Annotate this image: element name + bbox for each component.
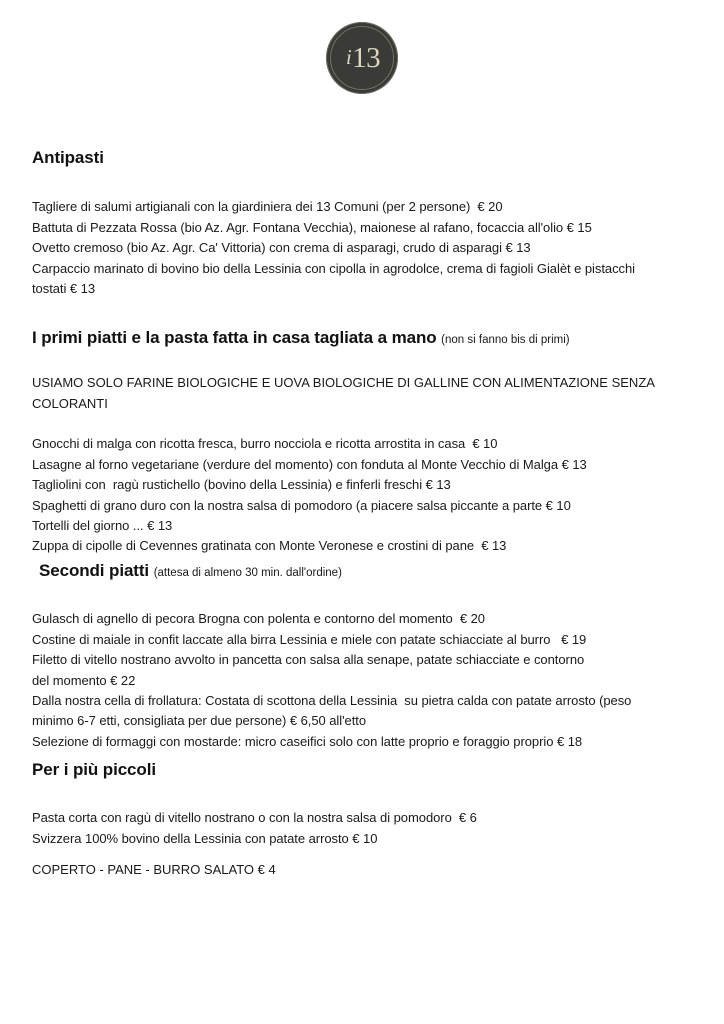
section-secondi-piatti: [32, 561, 694, 752]
menu-item: Costine di maiale in confit laccate alla birra Lessinia e miele con patate schiacciate al burro € 19: [32, 631, 587, 647]
logo-wordmark: [344, 41, 381, 74]
heading-secondi-text: Secondi piatti: [39, 561, 150, 580]
menu-item: Gulasch di agnello di pecora Brogna con polenta e contorno del momento € 20: [32, 611, 485, 627]
logo-badge: [326, 22, 398, 94]
heading-primi-text: I primi piatti e la pasta fatta in casa tagliata a mano: [32, 328, 437, 347]
menu-item: Ovetto cremoso (bio Az. Agr. Ca' Vittoria) con crema di asparagi, crudo di asparagi € 13: [32, 240, 531, 256]
heading-per-i-piu-piccoli: Per i più piccoli: [32, 760, 156, 779]
heading-primi-note: (non si fanno bis di primi): [441, 334, 570, 346]
cover-charge-note: COPERTO - PANE - BURRO SALATO € 4: [32, 862, 276, 877]
logo-number-13: 13: [352, 41, 381, 74]
menu-item: Selezione di formaggi con mostarde: micro caseifici solo con latte proprio e foraggio proprio € 18: [32, 733, 583, 749]
menu-item: Tagliolini con ragù rustichello (bovino della Lessinia) e finferli freschi € 13: [32, 477, 451, 493]
section-per-i-piu-piccoli: [32, 760, 694, 849]
menu-item: Carpaccio marinato di bovino bio della Lessinia con cipolla in agrodolce, crema di fagioli Gialèt e pistacchi: [32, 260, 635, 276]
primi-item-list: [32, 434, 702, 556]
heading-secondi-piatti: [32, 561, 694, 581]
section-primi-piatti: [32, 328, 702, 557]
menu-item: Zuppa di cipolle di Cevennes gratinata con Monte Veronese e crostini di pane € 13: [32, 538, 507, 554]
menu-item: Tagliere di salumi artigianali con la giardiniera dei 13 Comuni (per 2 persone) € 20: [32, 199, 503, 215]
menu-item: Filetto di vitello nostrano avvolto in pancetta con salsa alla senape, patate schiacciate e contorno: [32, 652, 585, 668]
section-antipasti: [32, 148, 694, 299]
logo-letter-i: i: [345, 44, 352, 69]
menu-item: Pasta corta con ragù di vitello nostrano o con la nostra salsa di pomodoro € 6: [32, 810, 477, 826]
menu-logo: [0, 0, 724, 94]
menu-item: Spaghetti di grano duro con la nostra salsa di pomodoro (a piacere salsa piccante a parte € 10: [32, 497, 571, 513]
menu-item: Dalla nostra cella di frollatura: Costata di scottona della Lessinia su pietra calda con patate arrosto (peso: [32, 693, 632, 709]
menu-item: Lasagne al forno vegetariane (verdure del momento) con fonduta al Monte Vecchio di Malga € 13: [32, 456, 587, 472]
menu-item: Svizzera 100% bovino della Lessinia con patate arrosto € 10: [32, 830, 378, 846]
menu-item: del momento € 22: [32, 672, 136, 688]
menu-item: minimo 6-7 etti, consigliata per due persone) € 6,50 all'etto: [32, 713, 367, 729]
menu-item: Battuta di Pezzata Rossa (bio Az. Agr. Fontana Vecchia), maionese al rafano, focaccia all'olio € 15: [32, 219, 592, 235]
piccoli-item-list: [32, 808, 694, 849]
heading-primi-piatti: [32, 328, 702, 348]
menu-item: tostati € 13: [32, 281, 95, 297]
primi-intro-text: USIAMO SOLO FARINE BIOLOGICHE E UOVA BIOLOGICHE DI GALLINE CON ALIMENTAZIONE SENZA COLORANTI: [32, 375, 655, 412]
antipasti-item-list: [32, 197, 694, 299]
heading-antipasti: Antipasti: [32, 148, 104, 167]
secondi-item-list: [32, 609, 694, 752]
heading-secondi-note: (attesa di almeno 30 min. dall'ordine): [153, 567, 342, 579]
menu-item: Gnocchi di malga con ricotta fresca, burro nocciola e ricotta arrostita in casa € 10: [32, 436, 498, 452]
menu-item: Tortelli del giorno ... € 13: [32, 518, 173, 534]
